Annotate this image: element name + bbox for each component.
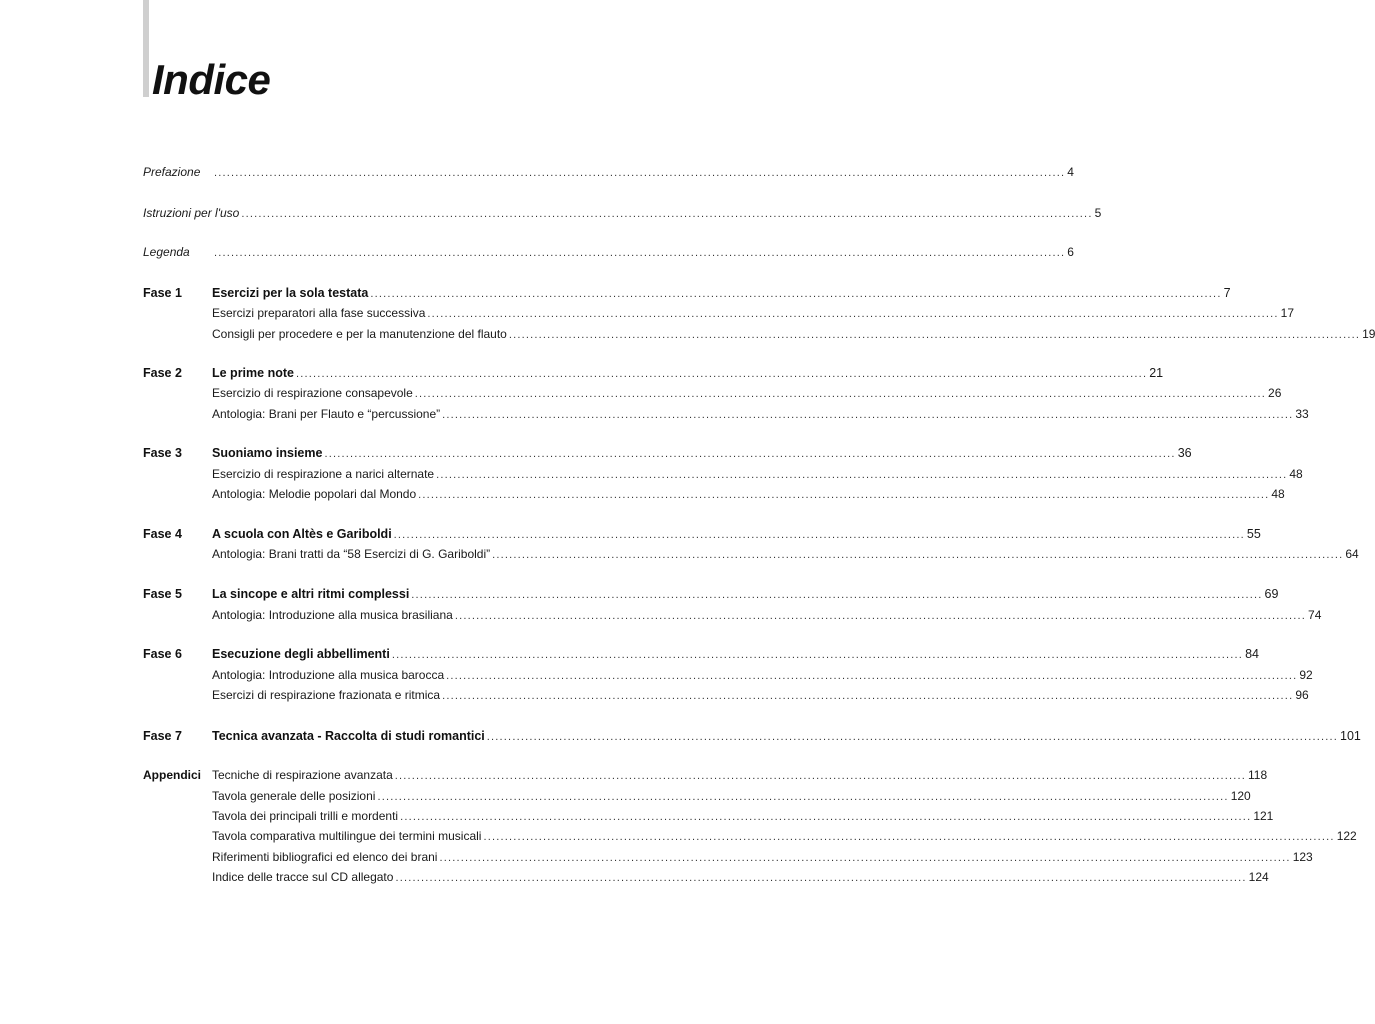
entry-page: 123 (1292, 850, 1313, 864)
toc-subentry[interactable] (143, 304, 1295, 322)
entry-label: Prefazione (143, 165, 201, 179)
toc-entry-prefazione[interactable] (143, 163, 1074, 181)
phase-title: Suoniamo insieme (212, 446, 323, 460)
dot-leader: ........................................................................................................................................................................................................ (418, 489, 1270, 501)
entry-page: 17 (1280, 306, 1295, 320)
toc-appendix-entry[interactable] (143, 807, 1274, 825)
dot-leader: ........................................................................................................................................................................................................ (393, 529, 1245, 541)
dot-leader: ........................................................................................................................................................................................................ (439, 852, 1291, 864)
entry-page: 48 (1289, 467, 1303, 481)
phase-title: Le prime note (212, 366, 294, 380)
dot-leader: ........................................................................................................................................................................................................ (391, 649, 1244, 661)
subentry-text: Antologia: Melodie popolari dal Mondo (212, 487, 417, 501)
entry-page: 121 (1253, 809, 1274, 823)
entry-page: 122 (1336, 829, 1357, 843)
toc-phase-5[interactable] (143, 585, 1279, 603)
toc-appendix-entry[interactable] (143, 827, 1357, 845)
toc-entry-legenda[interactable] (143, 243, 1074, 261)
dot-leader: ........................................................................................................................................................................................................ (414, 388, 1267, 400)
toc-phase-3[interactable] (143, 444, 1192, 462)
entry-page: 4 (1067, 165, 1074, 179)
phase-title: Tecnica avanzata - Raccolta di studi romantici (212, 729, 485, 743)
entry-page: 118 (1248, 768, 1268, 782)
entry-page: 120 (1230, 789, 1251, 803)
subentry-text: Consigli per procedere e per la manutenzione del flauto (212, 327, 507, 341)
entry-page: 96 (1295, 688, 1309, 702)
title-accent-bar (143, 0, 149, 97)
entry-page: 84 (1245, 647, 1259, 661)
toc-phase-7[interactable] (143, 727, 1361, 745)
phase-label: Fase 6 (143, 647, 182, 661)
entry-page: 26 (1268, 386, 1282, 400)
entry-page: 74 (1308, 608, 1322, 622)
toc-phase-2[interactable] (143, 364, 1164, 382)
toc-subentry[interactable] (143, 405, 1309, 423)
subentry-text: Indice delle tracce sul CD allegato (212, 870, 394, 884)
phase-label: Fase 4 (143, 527, 182, 541)
dot-leader: ........................................................................................................................................................................................................ (241, 208, 1093, 220)
phase-label: Fase 7 (143, 729, 182, 743)
entry-page: 48 (1271, 487, 1285, 501)
dot-leader: ........................................................................................................................................................................................................ (214, 167, 1066, 179)
toc-appendix-entry[interactable] (143, 868, 1269, 886)
phase-label: Fase 3 (143, 446, 182, 460)
phase-label: Fase 1 (143, 286, 182, 300)
dot-leader: ........................................................................................................................................................................................................ (483, 831, 1335, 843)
entry-page: 69 (1264, 587, 1279, 601)
toc-appendix-entry[interactable] (143, 787, 1251, 805)
subentry-text: Antologia: Introduzione alla musica barocca (212, 668, 445, 682)
entry-page: 7 (1223, 286, 1231, 300)
dot-leader: ........................................................................................................................................................................................................ (411, 589, 1263, 601)
subentry-text: Antologia: Brani tratti da “58 Esercizi di G. Gariboldi” (212, 547, 491, 561)
phase-title: A scuola con Altès e Gariboldi (212, 527, 392, 541)
dot-leader: ........................................................................................................................................................................................................ (508, 329, 1361, 341)
toc-phase-6[interactable] (143, 645, 1259, 663)
toc-subentry[interactable] (143, 384, 1282, 402)
toc-subentry[interactable] (143, 666, 1313, 684)
dot-leader: ........................................................................................................................................................................................................ (442, 409, 1294, 421)
dot-leader: ........................................................................................................................................................................................................ (442, 690, 1294, 702)
toc-subentry[interactable] (143, 325, 1375, 343)
entry-page: 19 (1362, 327, 1375, 341)
entry-page: 64 (1345, 547, 1359, 561)
entry-page: 36 (1177, 446, 1192, 460)
dot-leader: ........................................................................................................................................................................................................ (377, 791, 1229, 803)
toc-appendix-entry[interactable] (143, 766, 1268, 784)
appendix-label: Appendici (143, 768, 202, 782)
entry-page: 55 (1246, 527, 1261, 541)
subentry-text: Antologia: Brani per Flauto e “percussione” (212, 407, 441, 421)
subentry-text: Esercizi di respirazione frazionata e ritmica (212, 688, 441, 702)
dot-leader: ........................................................................................................................................................................................................ (295, 368, 1148, 380)
dot-leader: ........................................................................................................................................................................................................ (370, 288, 1222, 300)
toc-appendix-entry[interactable] (143, 848, 1313, 866)
subentry-text: Tavola comparativa multilingue dei termini musicali (212, 829, 482, 843)
entry-page: 5 (1094, 206, 1102, 220)
phase-title: La sincope e altri ritmi complessi (212, 587, 410, 601)
dot-leader: ........................................................................................................................................................................................................ (454, 610, 1307, 622)
entry-page: 21 (1149, 366, 1164, 380)
toc-phase-4[interactable] (143, 525, 1261, 543)
dot-leader: ........................................................................................................................................................................................................ (394, 770, 1247, 782)
entry-label: Legenda (143, 245, 190, 259)
toc-subentry[interactable] (143, 485, 1285, 503)
toc-subentry[interactable] (143, 545, 1359, 563)
dot-leader: ........................................................................................................................................................................................................ (400, 811, 1252, 823)
phase-label: Fase 2 (143, 366, 182, 380)
subentry-text: Tavola generale delle posizioni (212, 789, 376, 803)
dot-leader: ........................................................................................................................................................................................................ (492, 549, 1344, 561)
subentry-text: Esercizio di respirazione a narici alternate (212, 467, 435, 481)
dot-leader: ........................................................................................................................................................................................................ (446, 670, 1298, 682)
phase-title: Esercizi per la sola testata (212, 286, 369, 300)
entry-page: 124 (1248, 870, 1269, 884)
subentry-text: Riferimenti bibliografici ed elenco dei brani (212, 850, 438, 864)
toc-entry-istruzioni[interactable] (143, 204, 1102, 222)
subentry-text: Esercizi preparatori alla fase successiva (212, 306, 426, 320)
dot-leader: ........................................................................................................................................................................................................ (427, 308, 1279, 320)
phase-label: Fase 5 (143, 587, 182, 601)
subentry-text: Tecniche di respirazione avanzata (212, 768, 393, 782)
dot-leader: ........................................................................................................................................................................................................ (395, 872, 1247, 884)
entry-label: Istruzioni per l'uso (143, 206, 240, 220)
entry-page: 101 (1340, 729, 1361, 743)
subentry-text: Esercizio di respirazione consapevole (212, 386, 413, 400)
dot-leader: ........................................................................................................................................................................................................ (436, 469, 1288, 481)
subentry-text: Antologia: Introduzione alla musica brasiliana (212, 608, 453, 622)
dot-leader: ........................................................................................................................................................................................................ (214, 247, 1066, 259)
dot-leader: ........................................................................................................................................................................................................ (486, 731, 1339, 743)
toc-subentry[interactable] (143, 465, 1303, 483)
toc-phase-1[interactable] (143, 284, 1231, 302)
entry-page: 6 (1067, 245, 1074, 259)
entry-page: 92 (1299, 668, 1313, 682)
page-title: Indice (152, 56, 271, 103)
phase-title: Esecuzione degli abbellimenti (212, 647, 390, 661)
dot-leader: ........................................................................................................................................................................................................ (324, 448, 1176, 460)
toc-subentry[interactable] (143, 606, 1322, 624)
toc-subentry[interactable] (143, 686, 1309, 704)
entry-page: 33 (1295, 407, 1309, 421)
subentry-text: Tavola dei principali trilli e mordenti (212, 809, 399, 823)
